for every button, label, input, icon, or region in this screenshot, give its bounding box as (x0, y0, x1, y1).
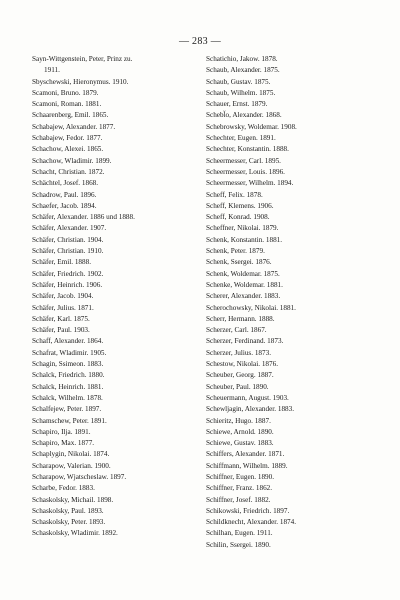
index-entry: Sbyschewski, Hieronymus. 1910. (32, 77, 129, 86)
left-column (32, 54, 202, 540)
index-entry: Schäfer, Julius. 1871. (32, 303, 94, 312)
index-entry: Schäfer, Friedrich. 1902. (32, 269, 104, 278)
index-entry: Schaskolsky, Paul. 1893. (32, 506, 104, 515)
index-entry: Scamoni, Roman. 1881. (32, 100, 102, 109)
index-entry: Scheuber, Georg. 1887. (206, 371, 274, 380)
index-entry: Schaskolsky, Peter. 1893. (32, 518, 106, 527)
index-entry: Schäfer, Alexander. 1907. (32, 224, 107, 233)
index-entry: Scheermesser, Carl. 1895. (206, 156, 281, 165)
index-entry: Schilin, Ssergei. 1890. (206, 540, 271, 549)
index-entry: Schiffner, Franz. 1862. (206, 484, 273, 493)
index-entry: Schenk, Konstantin. 1881. (206, 235, 283, 244)
index-entry: Scheuber, Paul. 1890. (206, 382, 269, 391)
index-entry: Schadrow, Paul. 1896. (32, 190, 97, 199)
index-entry: 1911. (44, 66, 60, 75)
index-entry: Schestow, Nikolai. 1876. (206, 360, 279, 369)
index-entry: Schalfejew, Peter. 1897. (32, 405, 102, 414)
index-entry: Schäfer, Heinrich. 1906. (32, 280, 103, 289)
index-entry: Schiffner, Eugen. 1890. (206, 472, 275, 481)
page-number: — 283 — (178, 36, 222, 47)
index-entry: Schalck, Heinrich. 1881. (32, 382, 104, 391)
index-entry: Schaplygin, Nikolai. 1874. (32, 450, 110, 459)
index-entry: Schäfer, Alexander. 1886 und 1888. (32, 213, 135, 222)
index-entry: Schächtel, Josef. 1868. (32, 179, 99, 188)
index-entry: Schenke, Woldemar. 1881. (206, 280, 283, 289)
index-entry: Scheermesser, Wilhelm. 1894. (206, 179, 294, 188)
right-column (206, 54, 386, 551)
index-entry: Scheff, Klemens. 1906. (206, 201, 274, 210)
index-entry: Schagin, Ssimeon. 1883. (32, 360, 104, 369)
index-entry: Schaarenberg, Emil. 1865. (32, 111, 109, 120)
index-entry: Scamoni, Bruno. 1879. (32, 88, 99, 97)
index-entry: Schikowski, Friedrich. 1897. (206, 506, 290, 515)
index-entry: Schechter, Konstantin. 1888. (206, 145, 289, 154)
index-entry: Schauer, Ernst. 1879. (206, 100, 268, 109)
index-entry: Scherzer, Carl. 1867. (206, 326, 267, 335)
index-entry: Schachow, Wladimir. 1899. (32, 156, 112, 165)
index-entry: Schechter, Eugen. 1891. (206, 134, 276, 143)
index-entry: Schäfer, Emil. 1888. (32, 258, 91, 267)
index-entry: Scharapow, Wjatscheslaw. 1897. (32, 472, 127, 481)
index-entry: Schamschew, Peter. 1891. (32, 416, 107, 425)
index-entry: Sayn-Wittgenstein, Peter, Prinz zu. (32, 55, 133, 63)
index-entry: Scheuermann, August. 1903. (206, 393, 289, 402)
index-entry: Schaskolsky, Michail. 1898. (32, 495, 114, 504)
index-entry: Schaub, Alexander. 1875. (206, 66, 280, 75)
index-entry: Schäfer, Christian. 1904. (32, 235, 104, 244)
index-entry: Schachow, Alexei. 1865. (32, 145, 104, 154)
index-entry: Scheff, Konrad. 1908. (206, 213, 270, 222)
index-entry: Schebl̆o, Alexander. 1868. (206, 111, 282, 120)
index-entry: Schalck, Wilhelm. 1878. (32, 393, 103, 402)
index-entry: Schäfer, Jacob. 1904. (32, 292, 94, 301)
index-entry: Schiewe, Gustav. 1883. (206, 439, 274, 448)
index-entry: Scherzer, Ferdinand. 1873. (206, 337, 284, 346)
index-entry: Schilhan, Eugen. 1911. (206, 529, 273, 538)
index-entry: Schabajew, Alexander. 1877. (32, 122, 116, 131)
index-entry: Schiewe, Arnold. 1890. (206, 427, 274, 436)
index-entry: Schenk, Ssergei. 1876. (206, 258, 272, 267)
index-entry: Schiffner, Josef. 1882. (206, 495, 271, 504)
index-entry: Schaskolsky, Wladimir. 1892. (32, 529, 118, 538)
index-entry: Scheffner, Nikolai. 1879. (206, 224, 279, 233)
index-entry: Schenk, Woldemar. 1875. (206, 269, 280, 278)
index-entry: Schacht, Christian. 1872. (32, 167, 105, 176)
index-entry: Schalck, Friedrich. 1880. (32, 371, 105, 380)
index-entry: Schewljagin, Alexander. 1883. (206, 405, 295, 414)
index-entry: Scherochowsky, Nikolai. 1881. (206, 303, 296, 312)
index-entry: Schäfer, Christian. 1910. (32, 247, 104, 256)
index-entry: Schiffers, Alexander. 1871. (206, 450, 285, 459)
index-entry: Schapiro, Max. 1877. (32, 439, 95, 448)
index-entry: Schapiro, Ilja. 1891. (32, 427, 91, 436)
index-entry: Scherer, Alexander. 1883. (206, 292, 281, 301)
index-entry: Schaub, Gustav. 1875. (206, 77, 271, 86)
index-entry: Scherzer, Julius. 1873. (206, 348, 271, 357)
index-entry: Scherr, Hermann. 1888. (206, 314, 275, 323)
index-entry: Schildknecht, Alexander. 1874. (206, 518, 297, 527)
index-entry: Scharbe, Fedor. 1883. (32, 484, 95, 493)
index-entry: Schieritz, Hugo. 1887. (206, 416, 271, 425)
index-entry: Schäfer, Karl. 1875. (32, 314, 90, 323)
index-entry: Scheff, Felix. 1878. (206, 190, 263, 199)
index-entry: Schaff, Alexander. 1864. (32, 337, 104, 346)
index-entry: Scharapow, Valerian. 1900. (32, 461, 111, 470)
index-entry: Schaub, Wilhelm. 1875. (206, 88, 276, 97)
index-entry: Schaefer, Jacob. 1894. (32, 201, 97, 210)
index-entry: Schiffmann, Wilhelm. 1889. (206, 461, 288, 470)
index-entry: Scheermesser, Louis. 1896. (206, 167, 285, 176)
index-entry: Schebrowsky, Woldemar. 1908. (206, 122, 297, 131)
index-entry: Schenk, Peter. 1879. (206, 247, 265, 256)
index-entry: Schäfer, Paul. 1903. (32, 326, 90, 335)
index-entry: Schatichio, Jakow. 1878. (206, 55, 278, 63)
index-entry: Schafrat, Wladimir. 1905. (32, 348, 107, 357)
index-entry: Schabajew, Fedor. 1877. (32, 134, 103, 143)
